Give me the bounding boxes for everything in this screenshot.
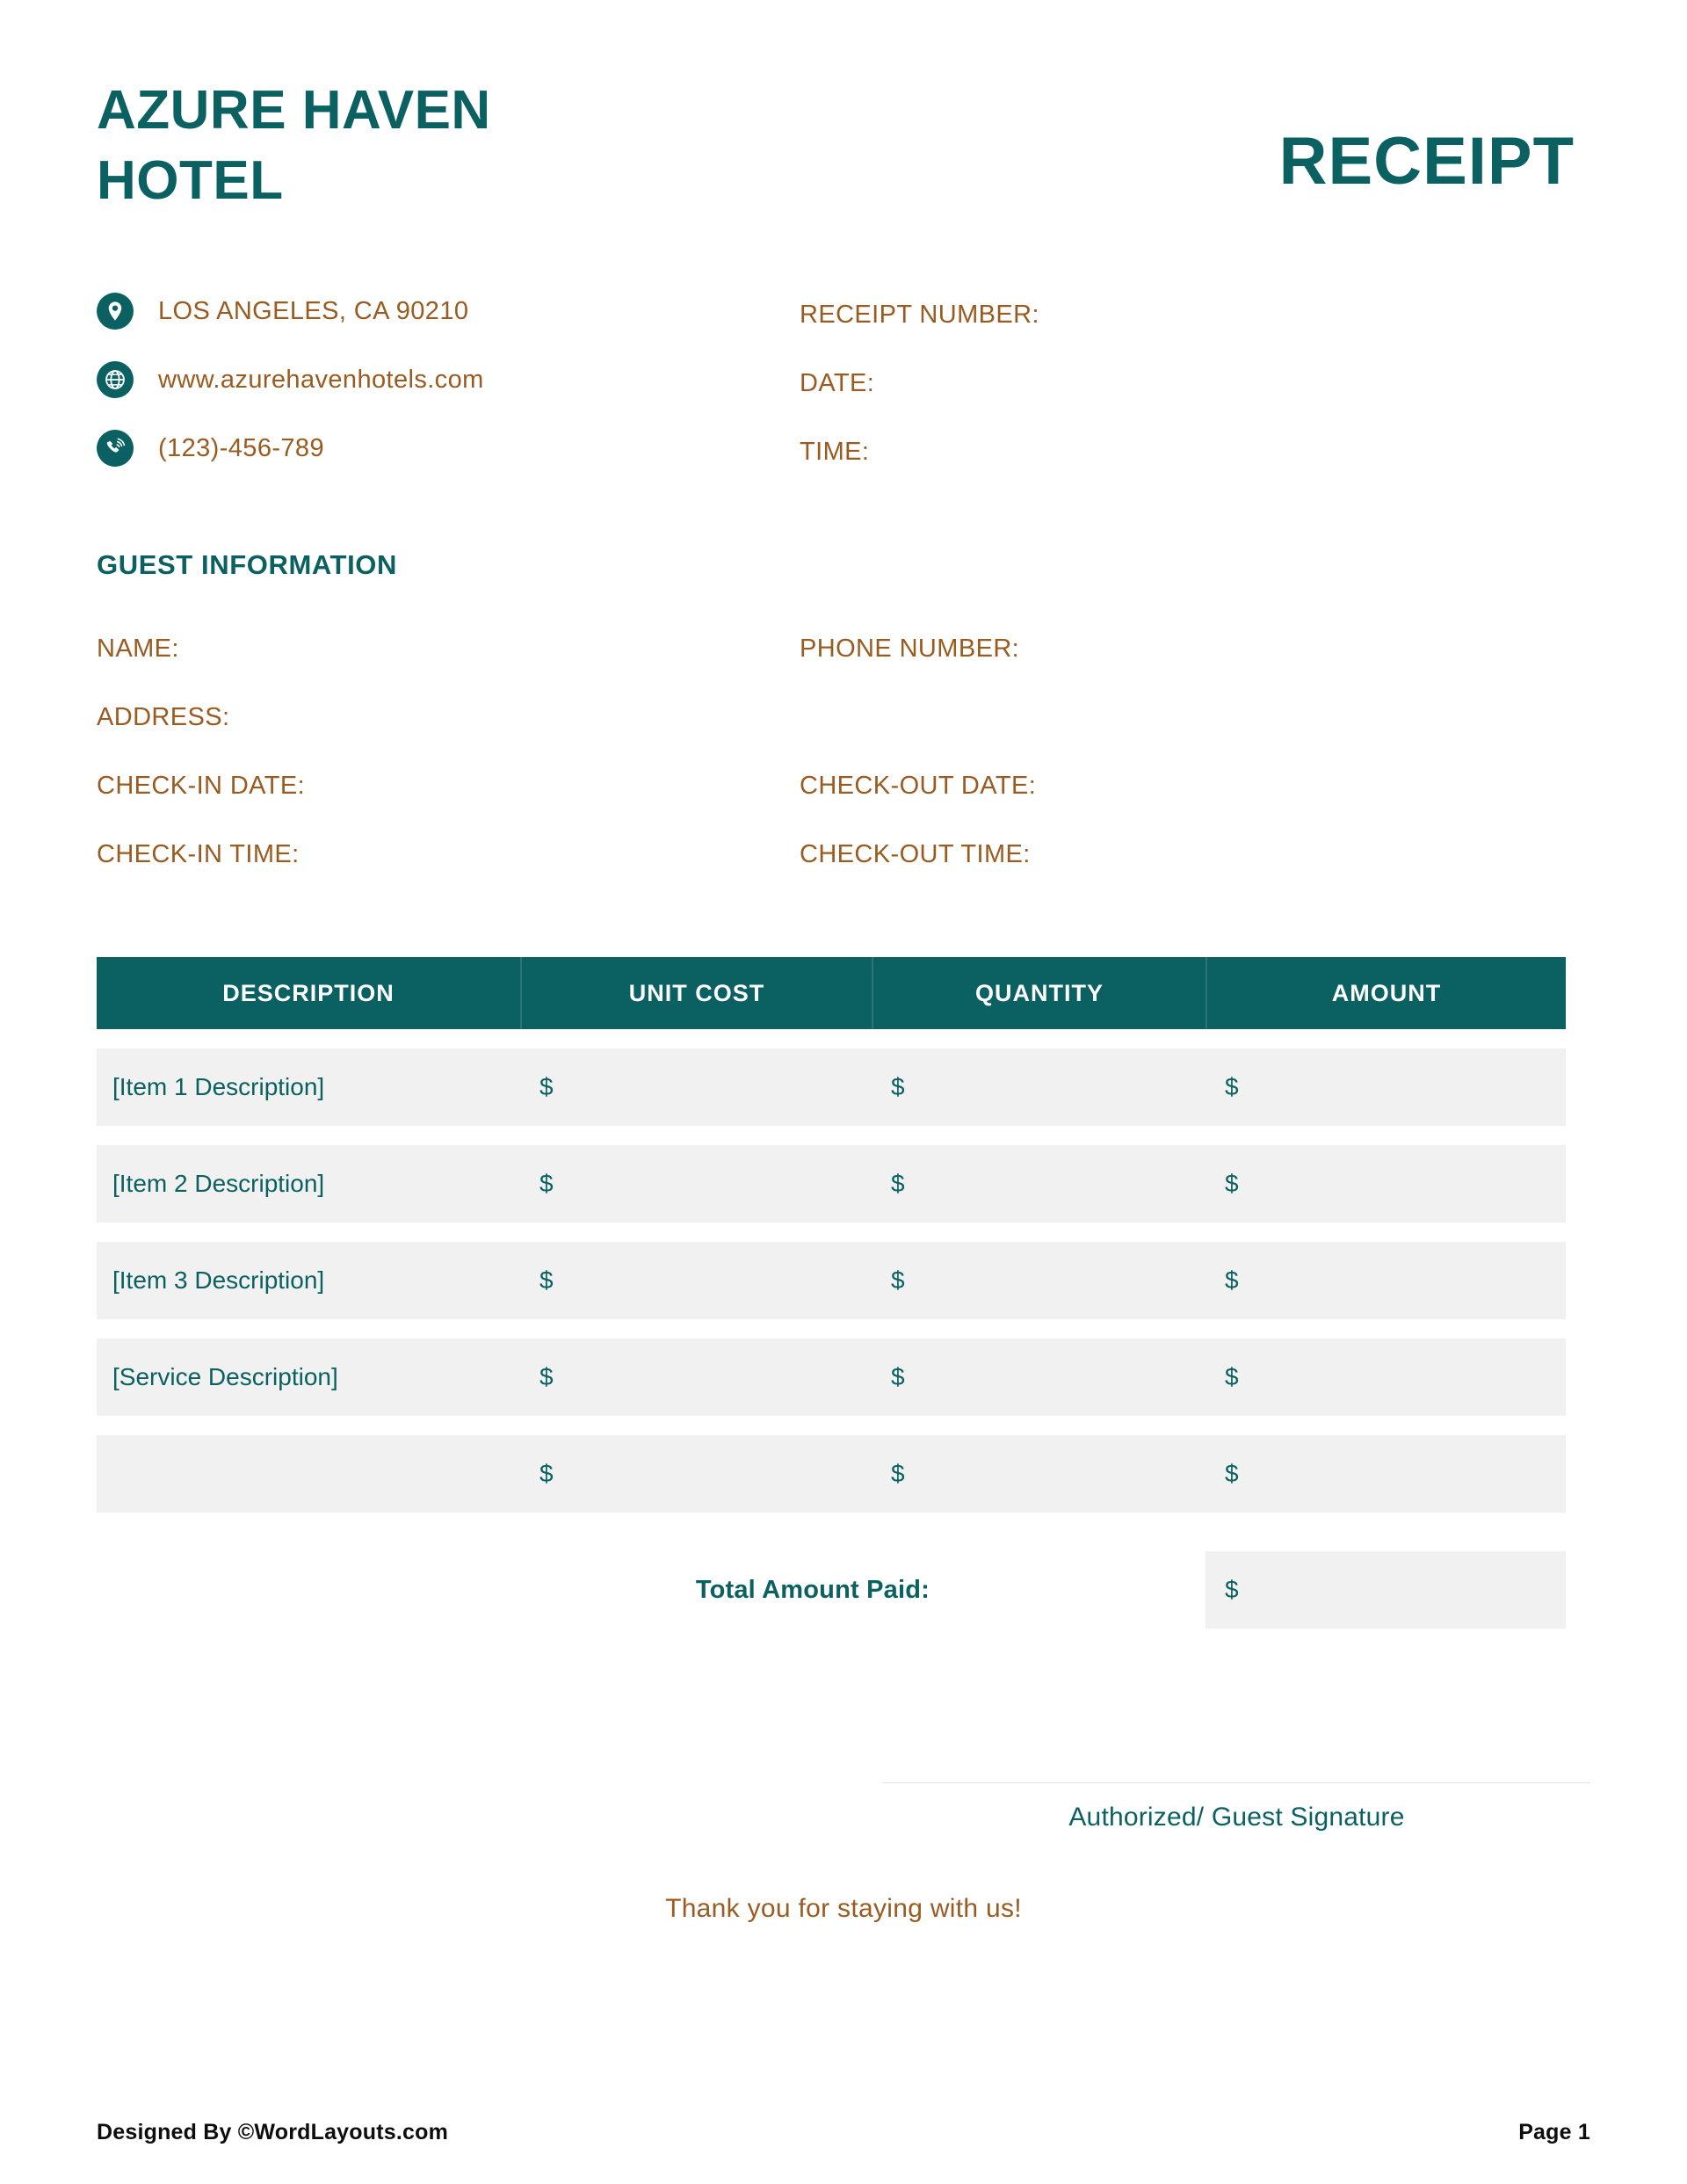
guest-row-check-date [97, 751, 1590, 820]
contact-address-text: LOS ANGELES, CA 90210 [158, 296, 469, 325]
contact-list [97, 277, 800, 486]
column-header-quantity: QUANTITY [872, 957, 1206, 1029]
globe-icon [97, 361, 134, 398]
designed-by-credit: Designed By ©WordLayouts.com [97, 2120, 449, 2144]
brand-name-line-2: HOTEL [97, 150, 284, 211]
contact-item-address [97, 277, 800, 345]
signature-line [883, 1782, 1590, 1783]
contact-phone-text: (123)-456-789 [158, 433, 324, 462]
receipt-number-label: RECEIPT NUMBER: [800, 300, 1039, 329]
cell-unit-cost[interactable]: $ [539, 1460, 554, 1487]
cell-amount[interactable]: $ [1225, 1363, 1239, 1390]
page-number: Page 1 [1518, 2120, 1590, 2144]
contact-website-text[interactable]: www.azurehavenhotels.com [158, 365, 484, 394]
table-row[interactable] [97, 1435, 1566, 1513]
cell-unit-cost[interactable]: $ [539, 1266, 554, 1294]
page-header [97, 0, 1590, 211]
signature-block [883, 1782, 1590, 1832]
contact-item-phone [97, 414, 800, 483]
cell-description[interactable]: [Service Description] [112, 1363, 338, 1390]
guest-row-name [97, 614, 1590, 683]
cell-amount[interactable]: $ [1225, 1266, 1239, 1294]
cell-description[interactable] [97, 1435, 520, 1513]
table-row[interactable] [97, 1242, 1566, 1319]
table-row[interactable] [97, 1048, 1566, 1126]
cell-amount[interactable]: $ [1225, 1073, 1239, 1100]
check-out-date-label: CHECK-OUT DATE: [800, 771, 1037, 800]
guest-information-title: GUEST INFORMATION [97, 549, 397, 580]
page-title: RECEIPT [1278, 124, 1575, 199]
check-in-time-label: CHECK-IN TIME: [97, 839, 300, 868]
cell-quantity[interactable]: $ [891, 1460, 905, 1487]
guest-row-check-time [97, 820, 1590, 889]
receipt-meta-list [800, 277, 1415, 486]
total-amount-row [97, 1551, 1566, 1629]
total-amount-label: Total Amount Paid: [695, 1575, 930, 1604]
cell-quantity[interactable]: $ [891, 1266, 905, 1294]
cell-description[interactable]: [Item 3 Description] [112, 1266, 325, 1294]
guest-name-label: NAME: [97, 634, 179, 663]
page-footer [97, 2120, 1590, 2145]
cell-unit-cost[interactable]: $ [539, 1363, 554, 1390]
guest-address-label: ADDRESS: [97, 702, 230, 731]
cell-amount[interactable]: $ [1225, 1460, 1239, 1487]
cell-unit-cost[interactable]: $ [539, 1073, 554, 1100]
cell-quantity[interactable]: $ [891, 1363, 905, 1390]
cell-unit-cost[interactable]: $ [539, 1170, 554, 1197]
phone-icon [97, 430, 134, 467]
brand-name-line-1: AZURE HAVEN [97, 80, 491, 141]
guest-row-address [97, 683, 1590, 751]
table-header-row [97, 957, 1566, 1029]
brand-logo [97, 80, 491, 211]
guest-phone-label: PHONE NUMBER: [800, 634, 1020, 663]
signature-area [97, 1782, 1590, 1832]
column-header-description: DESCRIPTION [222, 979, 395, 1006]
cell-description[interactable]: [Item 2 Description] [112, 1170, 325, 1197]
table-row[interactable] [97, 1339, 1566, 1416]
cell-description[interactable]: [Item 1 Description] [112, 1073, 325, 1100]
column-header-amount: AMOUNT [1206, 957, 1566, 1029]
location-pin-icon [97, 293, 134, 330]
cell-amount[interactable]: $ [1225, 1170, 1239, 1197]
column-header-unit-cost: UNIT COST [520, 957, 872, 1029]
check-in-date-label: CHECK-IN DATE: [97, 771, 306, 800]
guest-information-grid [97, 614, 1590, 889]
cell-quantity[interactable]: $ [891, 1073, 905, 1100]
signature-label: Authorized/ Guest Signature [1068, 1803, 1405, 1832]
contact-and-meta [97, 277, 1590, 486]
check-out-time-label: CHECK-OUT TIME: [800, 839, 1031, 868]
table-row[interactable] [97, 1145, 1566, 1223]
contact-item-website[interactable] [97, 345, 800, 414]
receipt-date-label: DATE: [800, 368, 875, 397]
receipt-time-label: TIME: [800, 437, 870, 466]
total-amount-value[interactable]: $ [1206, 1551, 1566, 1629]
items-table [97, 957, 1566, 1629]
cell-quantity[interactable]: $ [891, 1170, 905, 1197]
thank-you-message: Thank you for staying with us! [665, 1894, 1022, 1923]
